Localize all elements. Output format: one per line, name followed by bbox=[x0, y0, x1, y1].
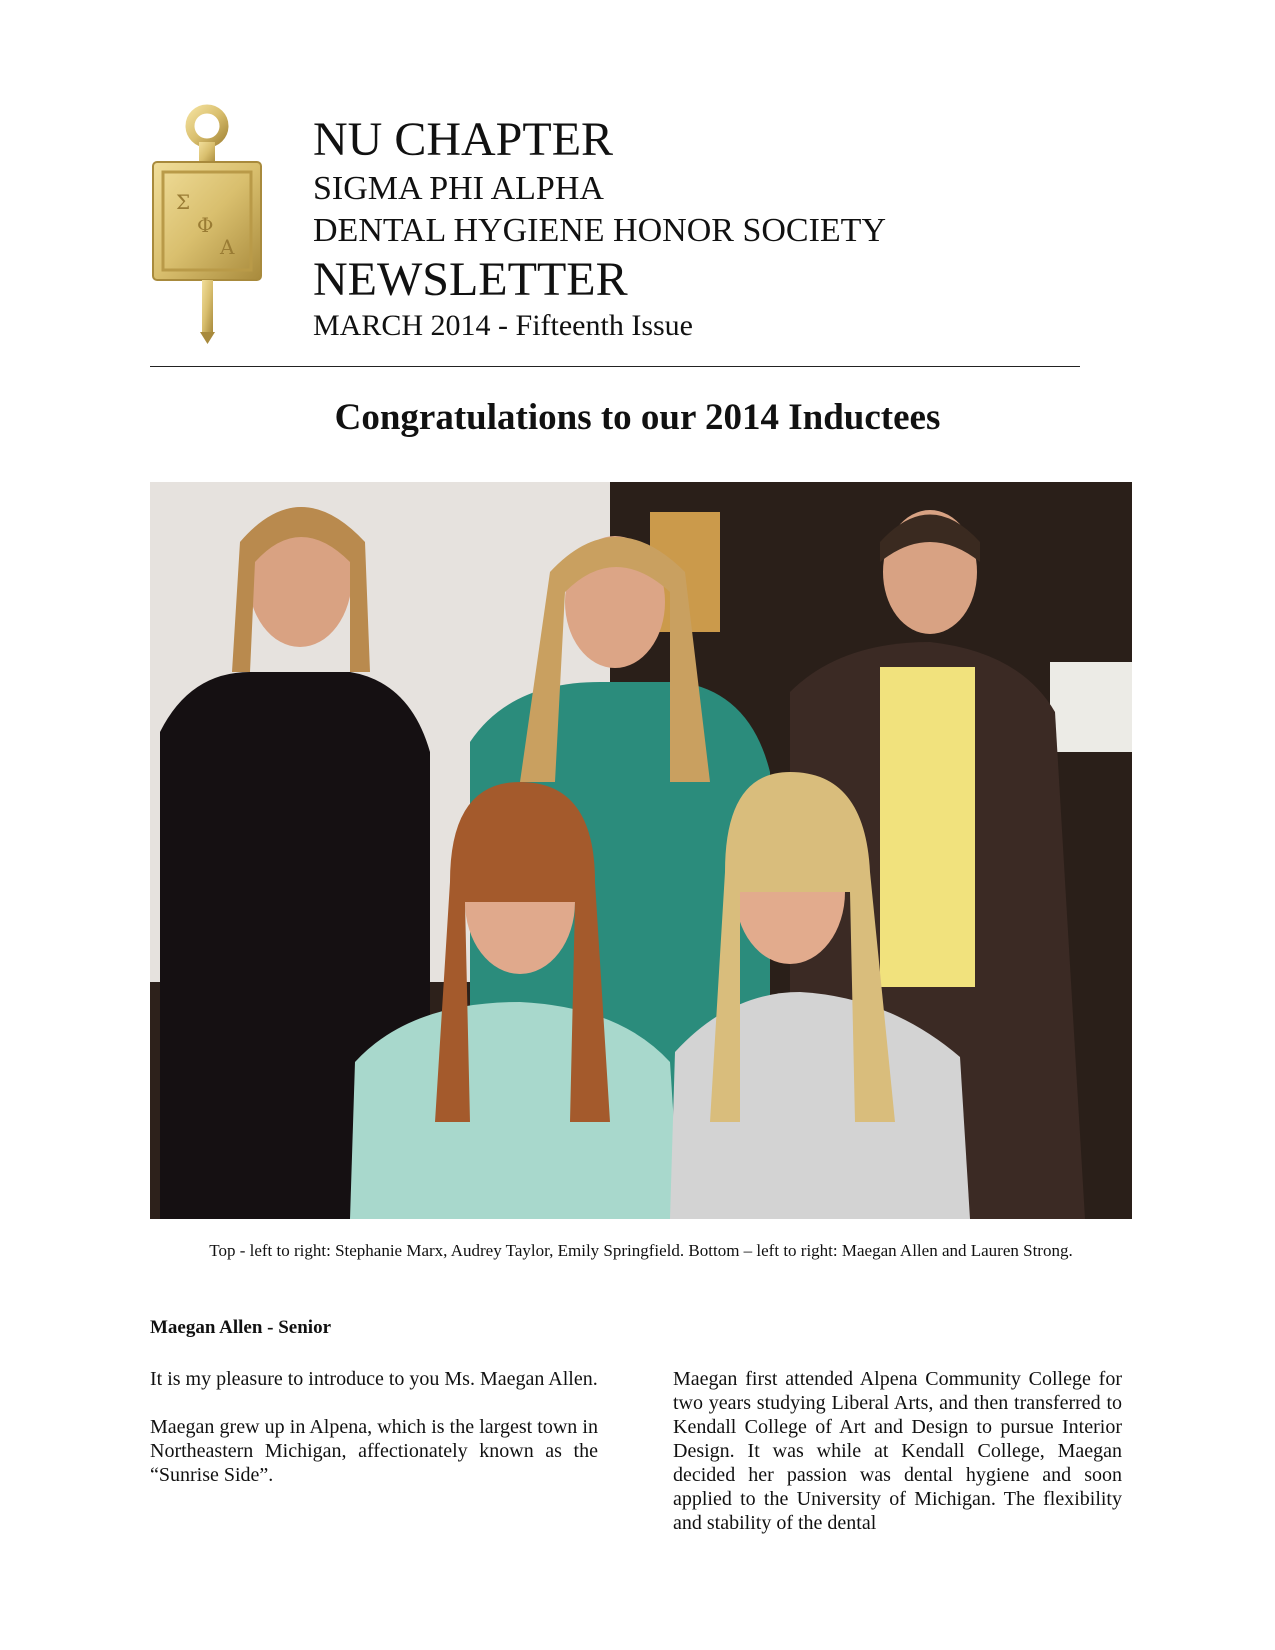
article-column-right bbox=[673, 1367, 1122, 1559]
page-headline: Congratulations to our 2014 Inductees bbox=[334, 397, 941, 438]
article-column-left bbox=[150, 1367, 598, 1511]
paragraph: Maegan grew up in Alpena, which is the largest town in Northeastern Michigan, affectionately known as the “Sunrise Side”. bbox=[150, 1416, 598, 1486]
chapter-name: NU CHAPTER bbox=[313, 113, 614, 166]
header-divider bbox=[150, 366, 1080, 367]
paragraph: Maegan first attended Alpena Community College for two years studying Liberal Arts, and then transferred to Kendall College of Art and Design to pursue Interior Design. It was while at Kendall College, Maegan decided her passion was dental hygiene and soon applied to the University of Michigan. The flexibility and stability of the dental bbox=[673, 1368, 1122, 1534]
svg-text:Α: Α bbox=[220, 235, 235, 259]
svg-text:Σ: Σ bbox=[176, 190, 191, 214]
photo-caption: Top - left to right: Stephanie Marx, Audrey Taylor, Emily Springfield. Bottom – left to right: Maegan Allen and Lauren Strong. bbox=[209, 1241, 1073, 1260]
masthead bbox=[313, 112, 886, 344]
paragraph: It is my pleasure to introduce to you Ms. Maegan Allen. bbox=[150, 1368, 598, 1390]
society-subtitle: DENTAL HYGIENE HONOR SOCIETY bbox=[313, 212, 887, 249]
article-title: Maegan Allen - Senior bbox=[150, 1317, 332, 1338]
sigma-phi-alpha-key-emblem bbox=[150, 104, 268, 344]
society-name: SIGMA PHI ALPHA bbox=[313, 170, 604, 207]
issue-date: MARCH 2014 - Fifteenth Issue bbox=[313, 309, 693, 342]
newsletter-title: NEWSLETTER bbox=[313, 253, 628, 306]
inductees-group-photo bbox=[150, 482, 1132, 1219]
svg-text:Φ: Φ bbox=[197, 213, 214, 237]
